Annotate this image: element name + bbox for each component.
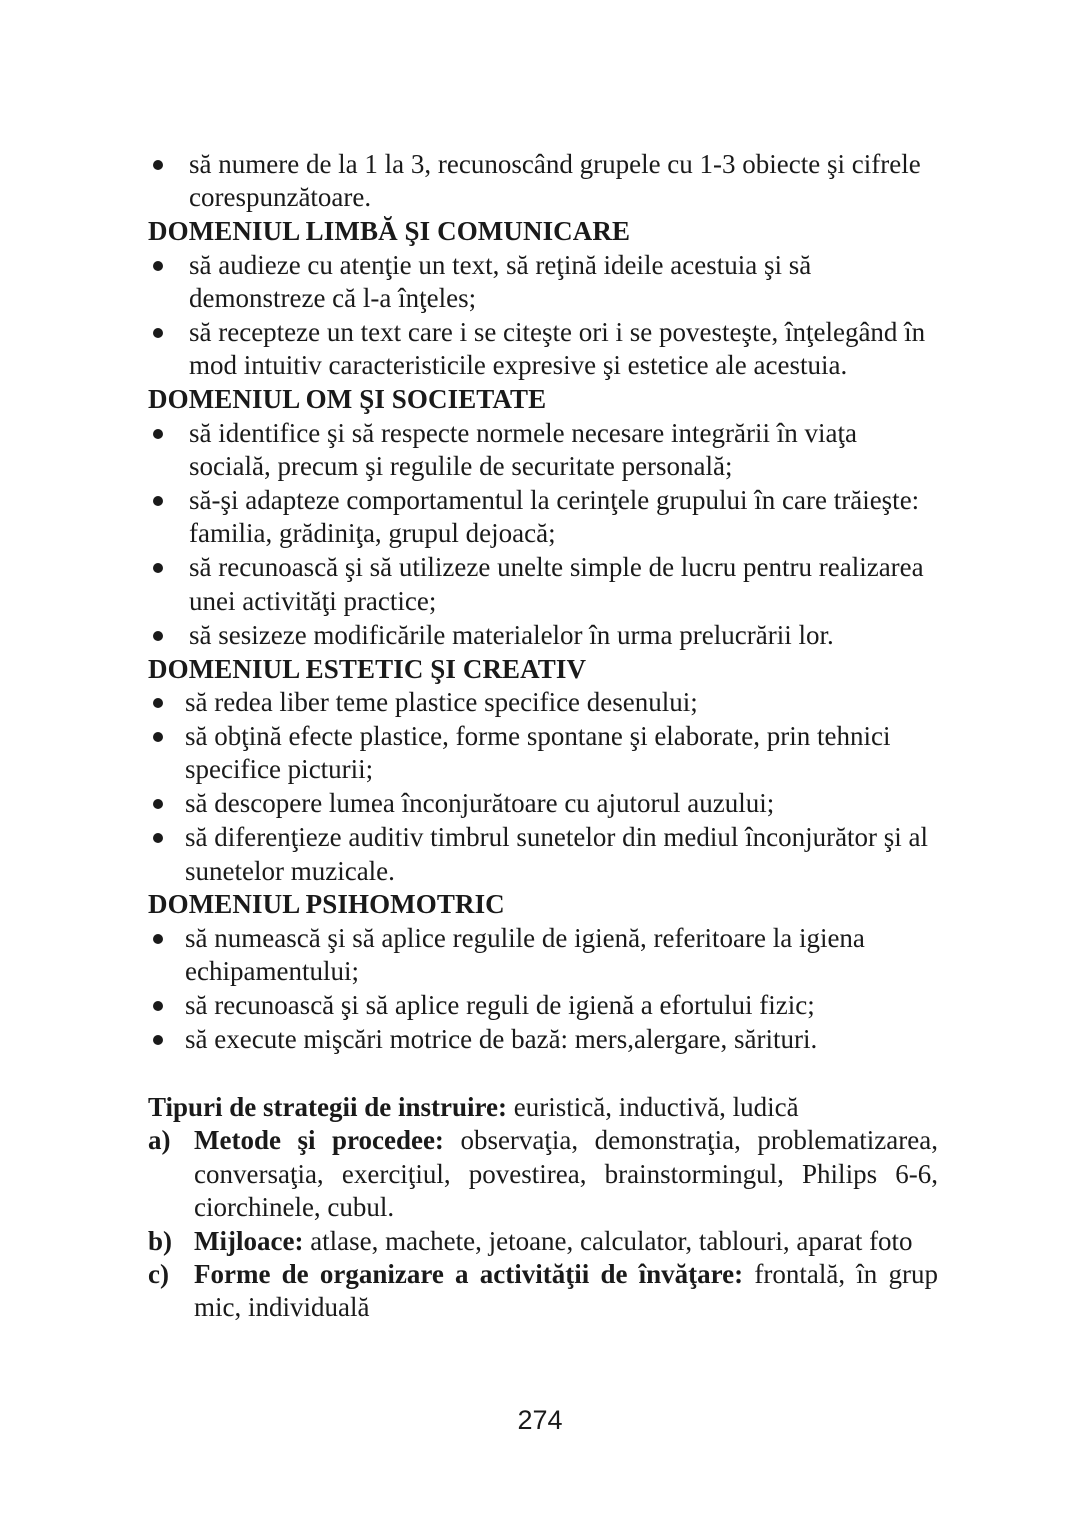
section-list-estetic-creativ [148, 686, 938, 888]
list-item-text: să redea liber teme plastice specifice desenului; [185, 687, 698, 717]
bullet-icon [153, 328, 163, 338]
strategy-letter: b) [148, 1225, 173, 1256]
list-item [148, 619, 938, 652]
page-number: 274 [517, 1405, 563, 1435]
list-item [148, 551, 938, 618]
list-item-text: să recunoască şi să aplice reguli de igienă a efortului fizic; [185, 990, 815, 1021]
bullet-icon [153, 833, 163, 843]
list-item-text: să diferenţieze auditiv timbrul sunetelor din mediul înconjurător şi al sunetelor muzicale. [185, 822, 929, 886]
bullet-icon [153, 496, 163, 506]
list-item [148, 417, 938, 484]
bullet-icon [153, 563, 163, 573]
strategy-text: observaţia, demonstraţia, problematizarea, conversaţia, exerciţiul, povestirea, brainstormingul, Philips 6-6, ciorchinele, cubul. [194, 1125, 938, 1223]
strategy-letter: a) [148, 1125, 171, 1156]
bullet-icon [153, 799, 163, 809]
list-item-text: să descopere lumea înconjurătoare cu ajutorul auzului; [185, 788, 775, 819]
section-spacer [148, 1057, 938, 1091]
list-item [148, 686, 938, 719]
list-item [148, 1023, 938, 1056]
list-item-text: să audieze cu atenţie un text, să reţină ideile acestuia şi să demonstreze că l-a înţeles; [189, 249, 812, 314]
list-item-text: să recunoască şi să utilizeze unelte simple de lucru pentru realizarea unei activităţi practice; [189, 552, 924, 616]
intro-list [148, 148, 938, 215]
list-item [148, 720, 938, 787]
strategy-letter: c) [148, 1259, 169, 1289]
bullet-icon [153, 160, 163, 170]
section-heading-estetic-creativ: DOMENIUL ESTETIC ŞI CREATIV [148, 653, 587, 684]
strategy-item-methods [148, 1124, 938, 1224]
bullet-icon [153, 1035, 163, 1045]
bullet-icon [153, 429, 163, 439]
list-item [148, 484, 938, 551]
list-item [148, 316, 938, 383]
page-content [148, 148, 938, 1325]
list-item-text: să numească şi să aplice regulile de igienă, referitoare la igiena echipamentului; [185, 922, 865, 987]
list-item [148, 249, 938, 316]
strategy-item-forms [148, 1258, 938, 1325]
section-heading-limba-comunicare: DOMENIUL LIMBĂ ŞI COMUNICARE [148, 216, 631, 247]
bullet-icon [153, 1001, 163, 1011]
list-item [148, 787, 938, 820]
bullet-icon [153, 261, 163, 271]
list-item-text: să identifice şi să respecte normele necesare integrării în viaţa socială, precum şi regulile de securitate personală; [189, 417, 857, 482]
list-item [148, 148, 938, 215]
list-item-text: să obţină efecte plastice, forme spontane şi elaborate, prin tehnici specifice picturii; [185, 720, 891, 785]
strategy-text: atlase, machete, jetoane, calculator, tablouri, aparat foto [303, 1225, 913, 1256]
strategies-label: Tipuri de strategii de instruire: [148, 1091, 507, 1122]
strategy-label: Mijloace: [194, 1225, 304, 1256]
section-heading-om-societate: DOMENIUL OM ŞI SOCIETATE [148, 384, 547, 415]
list-item-text: să recepteze un text care i se citeşte ori i se povesteşte, înţelegând în mod intuitiv caracteristicile expresive şi estetice ale acestuia. [189, 317, 926, 381]
bullet-icon [153, 732, 163, 742]
list-item [148, 989, 938, 1022]
section-list-limba-comunicare [148, 249, 938, 383]
list-item-text: să sesizeze modificările materialelor în urma prelucrării lor. [189, 619, 834, 650]
strategies-line [148, 1091, 938, 1124]
list-item-text: să execute mişcări motrice de bază: mers,alergare, sărituri. [185, 1024, 818, 1055]
strategy-item-means [148, 1225, 938, 1258]
strategies-list [148, 1124, 938, 1324]
strategy-label: Forme de organizare a activităţii de învăţare: [194, 1259, 744, 1289]
bullet-icon [153, 698, 163, 708]
list-item-text: să numere de la 1 la 3, recunoscând grupele cu 1-3 obiecte şi cifrele corespunzătoare. [189, 149, 921, 213]
strategies-value: euristică, inductivă, ludică [507, 1091, 799, 1122]
list-item [148, 821, 938, 888]
list-item-text: să-şi adapteze comportamentul la cerinţele grupului în care trăieşte: familia, grădiniţa, grupul dejoacă; [189, 485, 920, 549]
bullet-icon [153, 934, 163, 944]
list-item [148, 922, 938, 989]
section-list-psihomotric [148, 922, 938, 1057]
section-heading-psihomotric: DOMENIUL PSIHOMOTRIC [148, 889, 505, 920]
strategy-text: frontală, în grup mic, individuală [194, 1259, 938, 1323]
bullet-icon [153, 631, 163, 641]
section-list-om-societate [148, 417, 938, 652]
strategy-label: Metode şi procedee: [194, 1125, 444, 1156]
